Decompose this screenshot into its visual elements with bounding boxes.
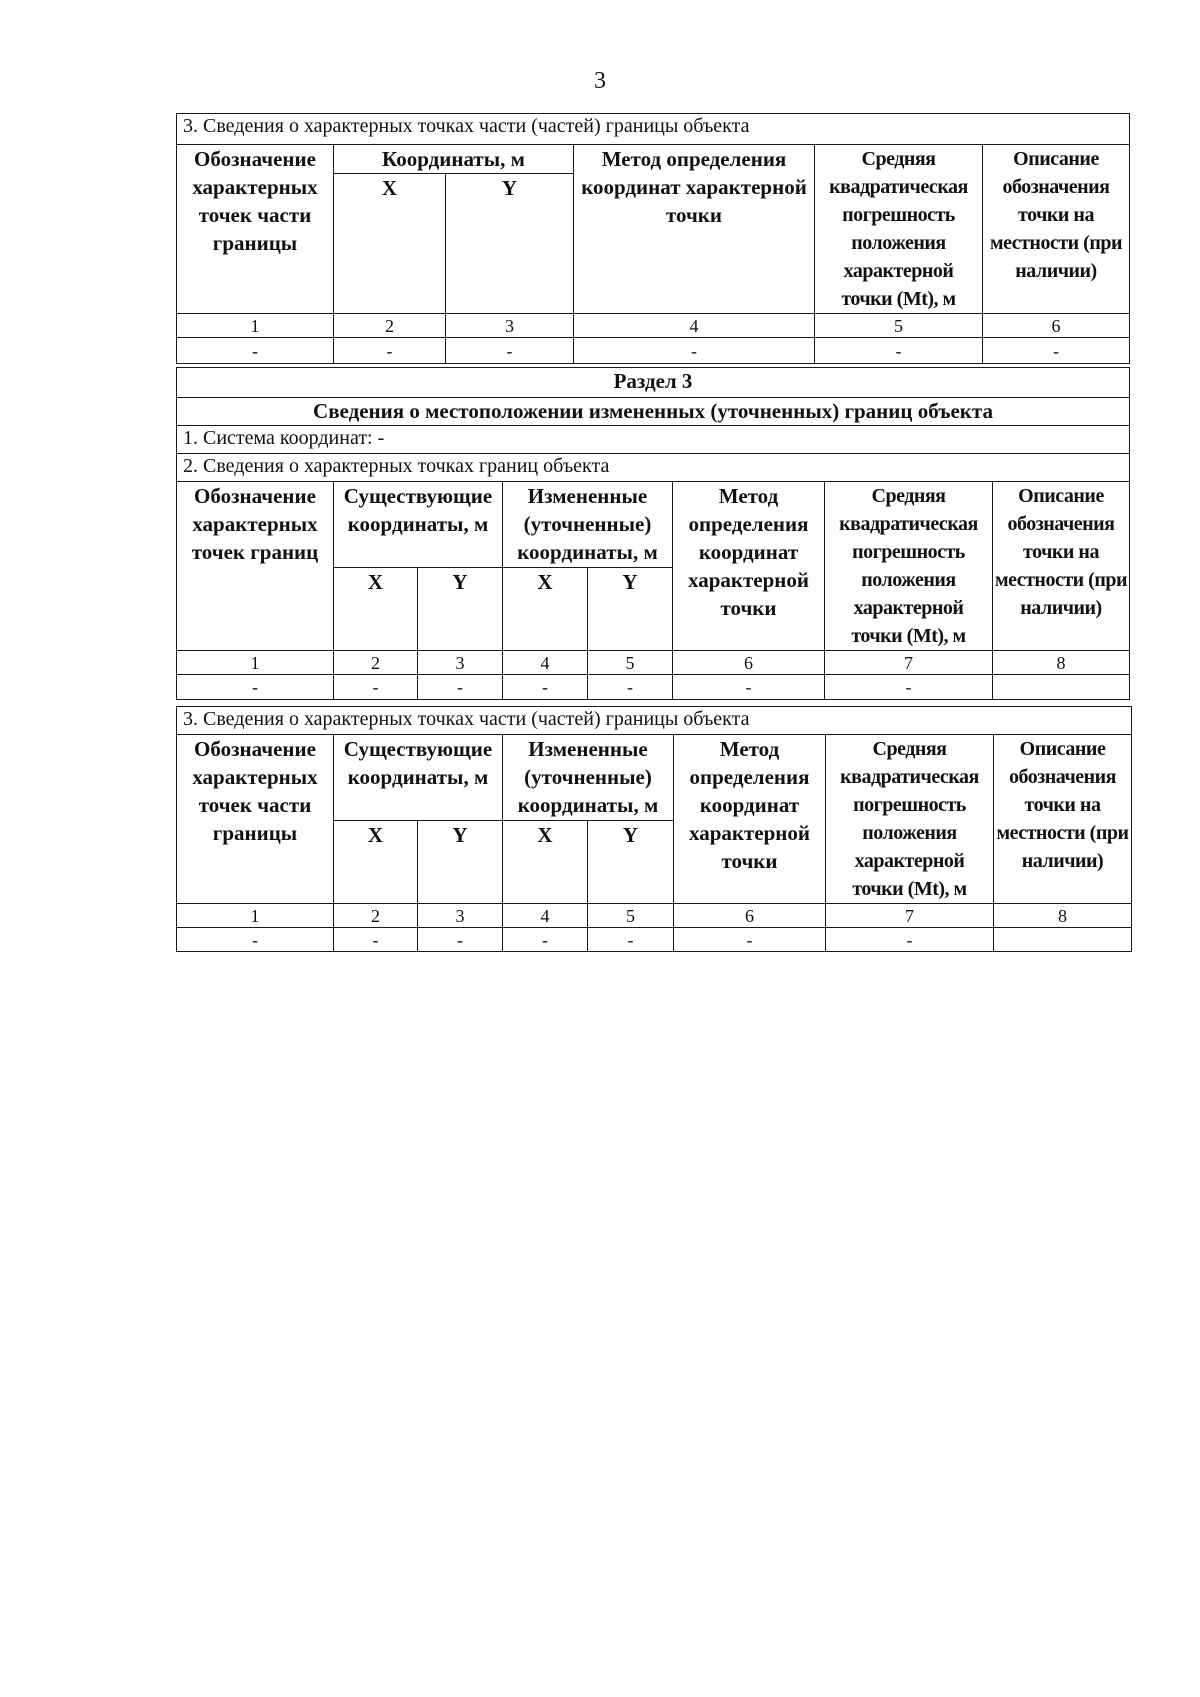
coordinate-system: 1. Система координат: -: [177, 426, 1130, 454]
header-existing-x: X: [334, 821, 418, 904]
table-cell: -: [418, 675, 503, 700]
header-description: Описание обозначения точки на местности (при наличии): [993, 482, 1130, 651]
column-number: 2: [334, 651, 418, 675]
section3-table: [176, 367, 1130, 700]
header-designation: Обозначение характерных точек границ: [177, 482, 334, 651]
table-cell: -: [588, 675, 673, 700]
column-number: 4: [503, 651, 588, 675]
header-y: Y: [446, 174, 574, 314]
table-cell: -: [446, 338, 574, 364]
column-number: 3: [446, 314, 574, 338]
table-row: [177, 928, 1132, 952]
table-cell: -: [815, 338, 983, 364]
table-cell: -: [177, 675, 334, 700]
column-number: 8: [993, 651, 1130, 675]
table-caption: 3. Сведения о характерных точках части (частей) границы объекта: [177, 114, 1130, 145]
header-changed-coordinates: Измененные (уточненные) координаты, м: [503, 735, 674, 821]
table-cell: -: [334, 338, 446, 364]
header-changed-y: Y: [588, 568, 673, 651]
table-caption: 2. Сведения о характерных точках границ объекта: [177, 454, 1130, 482]
table-cell: -: [334, 675, 418, 700]
header-existing-coordinates: Существующие координаты, м: [334, 482, 503, 568]
header-existing-y: Y: [418, 568, 503, 651]
table-cell: -: [418, 928, 503, 952]
table-caption: 3. Сведения о характерных точках части (частей) границы объекта: [177, 707, 1132, 735]
column-number: 5: [815, 314, 983, 338]
column-number: 5: [588, 651, 673, 675]
column-number: 7: [825, 651, 993, 675]
table-cell: -: [177, 928, 334, 952]
header-changed-x: X: [503, 568, 588, 651]
section3-parts-table: [176, 706, 1132, 952]
table-cell: -: [574, 338, 815, 364]
header-method: Метод определения координат характерной точки: [574, 145, 815, 314]
table-cell: -: [177, 338, 334, 364]
table-cell: -: [674, 928, 826, 952]
column-number: 8: [994, 904, 1132, 928]
table-cell: -: [826, 928, 994, 952]
column-number: 3: [418, 651, 503, 675]
header-description: Описание обозначения точки на местности (при наличии): [983, 145, 1130, 314]
header-designation: Обозначение характерных точек части границы: [177, 735, 334, 904]
column-number: 3: [418, 904, 503, 928]
header-changed-coordinates: Измененные (уточненные) координаты, м: [503, 482, 673, 568]
header-existing-y: Y: [418, 821, 503, 904]
table-cell: [994, 928, 1132, 952]
table-cell: -: [825, 675, 993, 700]
table-cell: -: [673, 675, 825, 700]
header-coordinates: Координаты, м: [334, 145, 574, 174]
table-row: [177, 675, 1130, 700]
header-changed-y: Y: [588, 821, 674, 904]
header-x: X: [334, 174, 446, 314]
column-number: 1: [177, 904, 334, 928]
column-number: 6: [983, 314, 1130, 338]
page-number: 3: [594, 68, 606, 94]
header-description: Описание обозначения точки на местности (при наличии): [994, 735, 1132, 904]
header-existing-coordinates: Существующие координаты, м: [334, 735, 503, 821]
section-title: Раздел 3: [177, 368, 1130, 398]
column-number: 7: [826, 904, 994, 928]
parts-points-table: [176, 113, 1130, 364]
column-number: 2: [334, 904, 418, 928]
header-designation: Обозначение характерных точек части границы: [177, 145, 334, 314]
header-error: Средняя квадратическая погрешность положения характерной точки (Mt), м: [825, 482, 993, 651]
column-number: 6: [674, 904, 826, 928]
column-number: 2: [334, 314, 446, 338]
header-existing-x: X: [334, 568, 418, 651]
column-number: 4: [503, 904, 588, 928]
table-cell: -: [983, 338, 1130, 364]
header-method: Метод определения координат характерной точки: [673, 482, 825, 651]
table-cell: -: [503, 675, 588, 700]
table-cell: [993, 675, 1130, 700]
column-number: 1: [177, 314, 334, 338]
column-number: 5: [588, 904, 674, 928]
header-changed-x: X: [503, 821, 588, 904]
header-method: Метод определения координат характерной точки: [674, 735, 826, 904]
header-error: Средняя квадратическая погрешность положения характерной точки (Mt), м: [826, 735, 994, 904]
section-subtitle: Сведения о местоположении измененных (уточненных) границ объекта: [177, 398, 1130, 426]
table-row: [177, 338, 1130, 364]
column-number: 1: [177, 651, 334, 675]
header-error: Средняя квадратическая погрешность положения характерной точки (Mt), м: [815, 145, 983, 314]
table-cell: -: [334, 928, 418, 952]
table-cell: -: [503, 928, 588, 952]
column-number: 4: [574, 314, 815, 338]
column-number: 6: [673, 651, 825, 675]
table-cell: -: [588, 928, 674, 952]
